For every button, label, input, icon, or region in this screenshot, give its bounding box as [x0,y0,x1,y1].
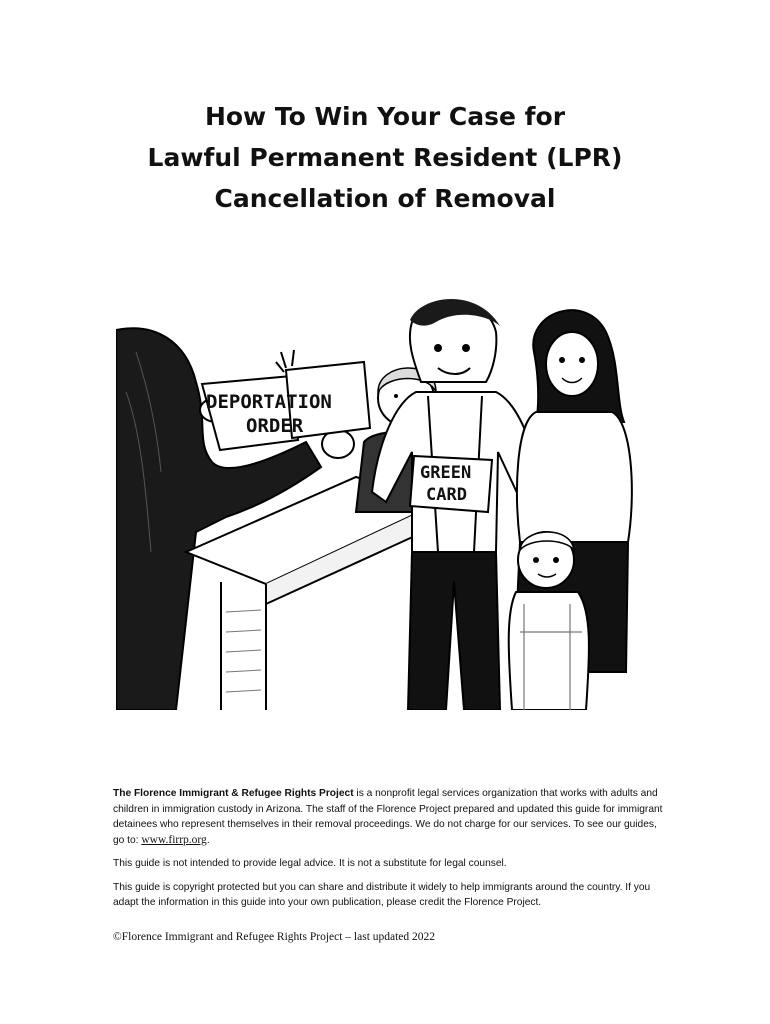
green-card-line1: GREEN [420,463,472,483]
org-name: The Florence Immigrant & Refugee Rights Project [113,788,354,799]
copyright-notice: This guide is copyright protected but you can share and distribute it widely to help immigrants around the country. If you adapt the information in this guide into your own publication, please credit the Florence Project. [113,881,651,908]
footer-copyright: ©Florence Immigrant and Refugee Rights Project – last updated 2022 [113,931,436,943]
org-desc: is a nonprofit legal services organization that works with adults and children in immigration custody in Arizona. The staff of the Florence Project prepared and updated this guide for immigrant detainees who represent themselves in their removal proceedings. We do not charge for our services. To see our guides, go to: [113,788,663,846]
deportation-order-line1: DEPORTATION [206,391,332,413]
title-line-2: Lawful Permanent Resident (LPR) [147,143,623,172]
link-punct: . [206,834,210,846]
green-card [410,456,492,512]
green-card-line2: CARD [426,485,467,505]
website-link[interactable]: www.firrp.org [141,833,207,846]
document-title [0,96,770,219]
cover-illustration [116,292,656,710]
disclaimer: This guide is not intended to provide legal advice. It is not a substitute for legal counsel. [113,858,507,869]
intro-text [113,786,663,919]
title-line-1: How To Win Your Case for [204,102,566,131]
org-description [113,786,663,848]
title-line-3: Cancellation of Removal [214,184,556,213]
deportation-order-line2: ORDER [246,415,304,437]
